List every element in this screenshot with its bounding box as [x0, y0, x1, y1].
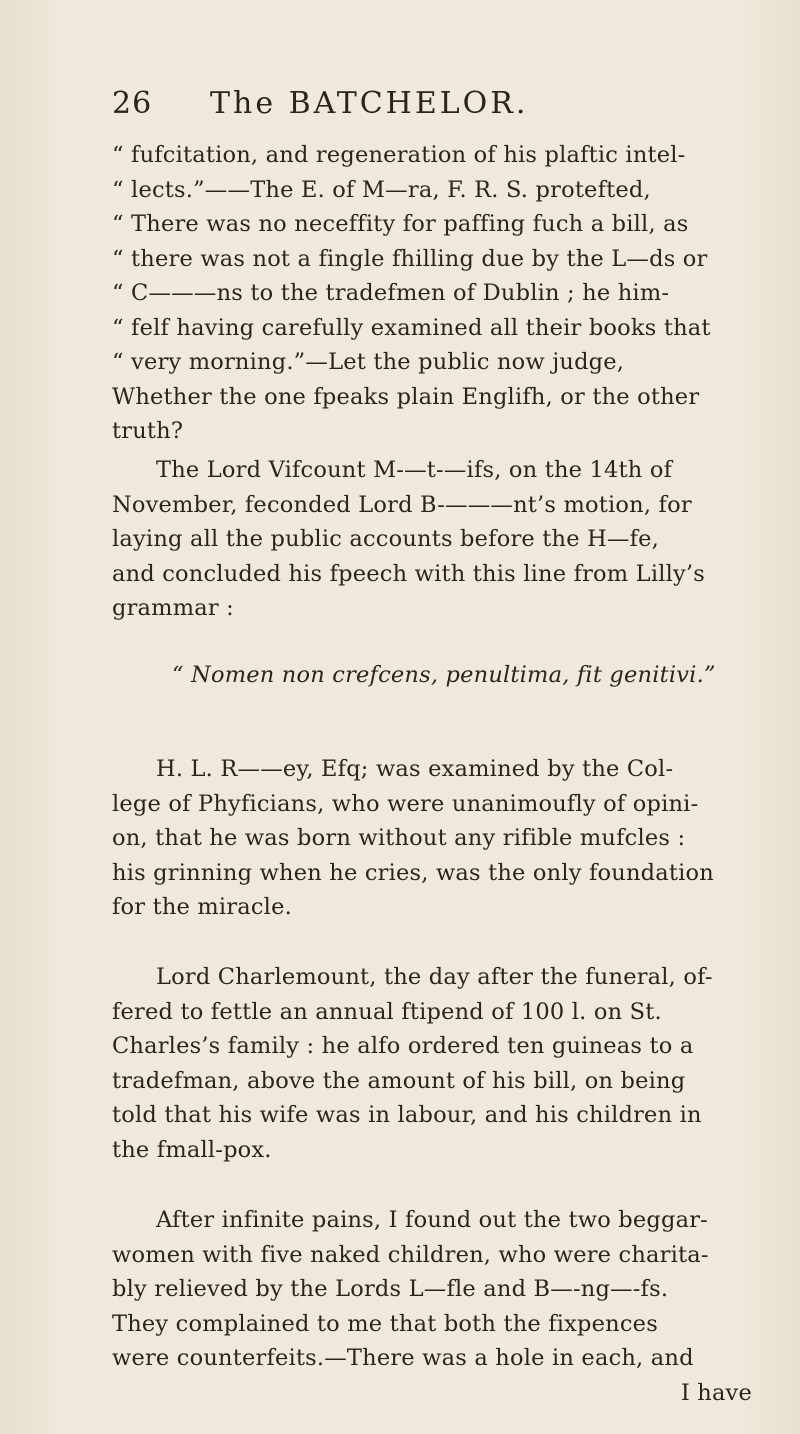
page-number: 26	[112, 86, 153, 121]
text-line: Lord Charlemount, the day after the funeral, of-	[156, 964, 713, 990]
text-line: his grinning when he cries, was the only foundation	[112, 859, 714, 886]
text-line: “ There was no neceffity for paffing fuch a bill, as	[112, 211, 689, 237]
text-line: fered to fettle an annual ftipend of 100 l. on St.	[112, 998, 662, 1025]
text-line: the fmall-pox.	[112, 1136, 272, 1163]
text-line: grammar :	[112, 595, 234, 621]
text-line: November, feconded Lord B-———nt’s motion, for	[112, 491, 692, 518]
text-line: for the miracle.	[112, 894, 292, 920]
running-title: The BATCHELOR.	[210, 86, 529, 121]
paragraph-3	[112, 752, 792, 925]
text-line: They complained to me that both the fixpences	[112, 1310, 658, 1337]
text-line: “ C———ns to the tradefmen of Dublin ; he him-	[112, 280, 670, 306]
text-line: were counterfeits.—There was a hole in each, and	[112, 1345, 694, 1371]
paragraph-2	[112, 453, 792, 626]
catchword: I have	[680, 1379, 752, 1406]
text-line: bly relieved by the Lords L—fle and B—-ng—-fs.	[112, 1276, 669, 1302]
text-line: lege of Phyficians, who were unanimoufly of opini-	[112, 790, 699, 817]
paragraph-4	[112, 960, 792, 1167]
paragraph-5	[112, 1203, 792, 1410]
text-line: “ lects.”——The E. of M—ra, F. R. S. protefted,	[112, 176, 651, 203]
text-line: “ felf having carefully examined all their books that	[112, 314, 711, 341]
text-line: “ fufcitation, and regeneration of his plaftic intel-	[112, 142, 686, 168]
latin-quote	[112, 658, 792, 693]
text-line: The Lord Vifcount M-—t-—ifs, on the 14th of	[156, 457, 673, 483]
text-line: truth?	[112, 418, 184, 444]
text-line: “ very morning.”—Let the public now judge,	[112, 349, 625, 375]
text-line: tradefman, above the amount of his bill, on being	[112, 1067, 686, 1094]
text-line: told that his wife was in labour, and his children in	[112, 1102, 702, 1128]
text-line: women with five naked children, who were charita-	[112, 1241, 709, 1268]
running-header	[112, 86, 732, 130]
paragraph-1	[112, 138, 792, 449]
text-line: Charles’s family : he alfo ordered ten guineas to a	[112, 1033, 694, 1059]
text-line: laying all the public accounts before the H—fe,	[112, 526, 659, 552]
text-line: on, that he was born without any rifible mufcles :	[112, 825, 686, 851]
text-line: H. L. R——ey, Efq; was examined by the Col-	[156, 756, 674, 782]
text-line: “ there was not a fingle fhilling due by the L—ds or	[112, 245, 708, 272]
text-line: and concluded his fpeech with this line from Lilly’s	[112, 560, 706, 587]
text-line: After infinite pains, I found out the two beggar-	[156, 1207, 708, 1233]
quote-line: “ Nomen non crefcens, penultima, fit genitivi.”	[172, 662, 716, 688]
text-line: Whether the one fpeaks plain Englifh, or the other	[112, 383, 700, 410]
